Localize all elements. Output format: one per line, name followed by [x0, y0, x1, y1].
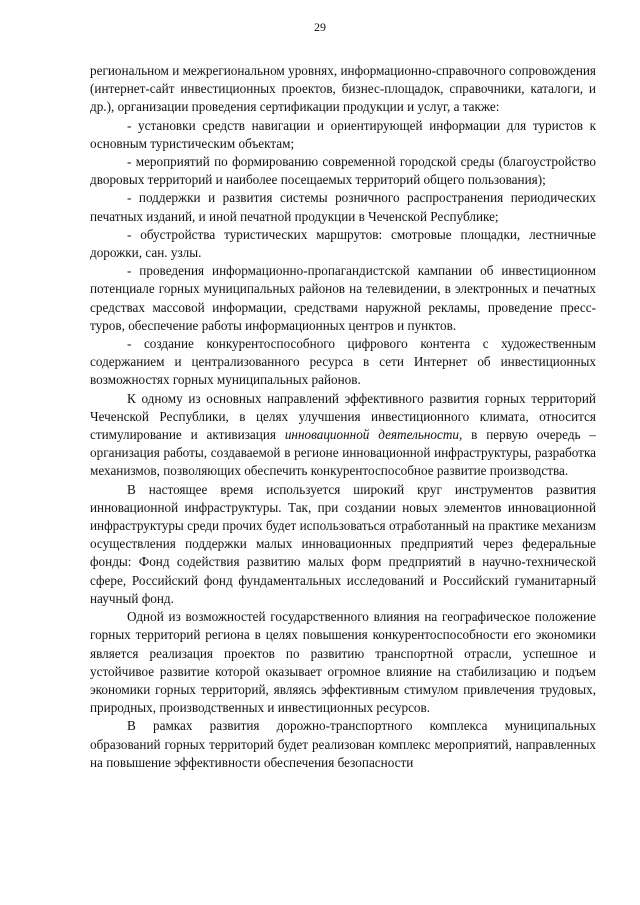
- list-item: [90, 153, 596, 189]
- paragraph: [90, 608, 596, 717]
- paragraph-text: К одному из основных направлений эффективного развития горных территорий Чеченской Республики, в целях улучшения инвестиционного климата, относится стимулирование и активизация: [90, 390, 596, 443]
- list-item-text: - поддержки и развития системы розничного распространения периодических печатных изданий, и иной печатной продукции в Чеченской Республике;: [90, 190, 596, 224]
- list-item: [90, 262, 596, 335]
- list-item-text: - обустройства туристических маршрутов: смотровые площадки, лестничные дорожки, сан. узлы.: [90, 226, 596, 261]
- paragraph-text: Одной из возможностей государственного влияния на географическое положение горных территорий региона в целях повышения конкурентоспособности его экономики является реализация проектов по развитию транспортной отрасли, успешное и устойчивое развитие которой оказывает огромное влияние на стабилизацию и подъем экономики горных территорий, являясь эффективным стимулом привлечения трудовых, природных, производственных и инвестиционных ресурсов.: [90, 609, 596, 716]
- paragraph: [90, 62, 596, 117]
- list-item-text: - проведения информационно-пропагандистской кампании об инвестиционном потенциале горных муниципальных районов на телевидении, в электронных и печатных средствах массовой информации, средствами наружной рекламы, проведение пресс-туров, обеспечение работы информационных центров и пунктов.: [90, 263, 596, 333]
- page-number: 29: [314, 20, 326, 34]
- paragraph-text-tail: , в первую очередь – организация работы, создаваемой в регионе инновационной инфраструктуры, разработка механизмов, позволяющих обеспечить конкурентоспособное развитие производства.: [90, 427, 596, 479]
- list-item-text: - создание конкурентоспособного цифрового контента с художественным содержанием и централизованного ресурса в сети Интернет об инвестиционных возможностях горных муниципальных районов.: [90, 336, 596, 388]
- list-item: [90, 226, 596, 262]
- paragraph-text: региональном и межрегиональном уровнях, информационно-справочного сопровождения (интернет-сайт инвестиционных проектов, бизнес-площадок, справочники, каталоги, и др.), организации проведения сертификации продукции и услуг, а также:: [90, 63, 596, 115]
- paragraph: [90, 481, 596, 608]
- list-item: [90, 117, 596, 153]
- paragraph-text: В рамках развития дорожно-транспортного комплекса муниципальных образований горных территорий будет реализован комплекс мероприятий, направленных на повышение эффективности обеспечения безопасности: [90, 718, 596, 770]
- list-item: [90, 189, 596, 225]
- paragraph: [90, 390, 596, 481]
- paragraph: [90, 717, 596, 772]
- list-item-text: - мероприятий по формированию современной городской среды (благоустройство дворовых территорий и наиболее посещаемых территорий общего пользования);: [90, 154, 596, 188]
- list-item-text: - установки средств навигации и ориентирующей информации для туристов к основным туристическим объектам;: [90, 117, 596, 151]
- paragraph-italic-term: инновационной деятельности: [284, 427, 459, 443]
- body-text: [90, 62, 596, 772]
- paragraph-text: В настоящее время используется широкий круг инструментов развития инновационной инфраструктуры. Так, при создании новых элементов инновационной инфраструктуры среди прочих будет использоваться отработанный на практике механизм осуществления поддержки малых инновационных предприятий через федеральные фонды: Фонд содействия развитию малых форм предприятий в научно-технической сфере, Российский фонд фундаментальных исследований и Российский гуманитарный научный фонд.: [90, 481, 596, 606]
- list-item: [90, 335, 596, 390]
